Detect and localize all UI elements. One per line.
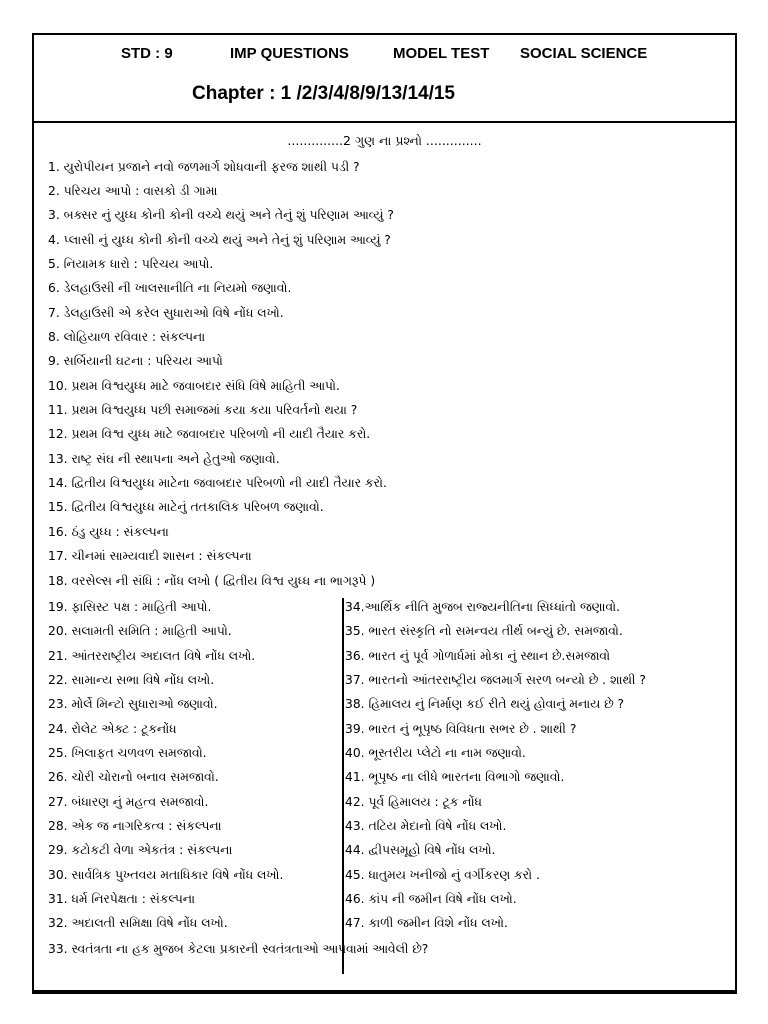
- question-item: 40. ભૂસ્તરીય પ્લેટો ના નામ જણાવો.: [345, 746, 526, 760]
- question-item: 1. યુરોપીયન પ્રજાને નવો જળમાર્ગ શોધવાની ફરજ શાથી પડી ?: [48, 160, 360, 174]
- question-item: 22. સામાન્ય સભા વિષે નોંધ લખો.: [48, 673, 215, 687]
- page-frame: [32, 33, 737, 992]
- question-item: 33. સ્વતંત્રતા ના હક મુજબ કેટલા પ્રકારની સ્વતંત્રતાઓ આપવામાં આવેલી છે?: [48, 942, 429, 956]
- question-item: 45. ધાતુમય ખનીજો નું વર્ગીકરણ કરો .: [345, 868, 540, 882]
- question-item: 30. સાર્વત્રિક પુખ્તવય મતાધિકાર વિષે નોંધ લખો.: [48, 868, 284, 882]
- question-item: 37. ભારતનો આંતરરાષ્ટ્રીય જલમાર્ગ સરળ બન્યો છે . શાથી ?: [345, 673, 646, 687]
- question-item: 10. પ્રથમ વિશ્વયુધ્ધ માટે જવાબદાર સંધિ વિષે માહિતી આપો.: [48, 379, 340, 393]
- chapter-title: Chapter : 1 /2/3/4/8/9/13/14/15: [192, 83, 455, 104]
- question-item: 25. ખિલાફત ચળવળ સમજાવો.: [48, 746, 207, 760]
- question-item: 27. બંધારણ નું મહત્વ સમજાવો.: [48, 795, 209, 809]
- question-item: 42. પૂર્વ હિમાલય : ટૂક નોંધ: [345, 795, 482, 809]
- question-item: 26. ચોરી ચોરાનો બનાવ સમજાવો.: [48, 770, 219, 784]
- question-item: 17. ચીનમાં સામ્યવાદી શાસન : સંકલ્પના: [48, 549, 252, 563]
- question-item: 16. ઠંડુ યુધ્ધ : સંકલ્પના: [48, 525, 169, 539]
- question-item: 46. કાંપ ની જમીન વિષે નોંધ લખો.: [345, 892, 517, 906]
- question-item: 5. નિયામક ધારો : પરિચય આપો.: [48, 257, 214, 271]
- question-item: 44. દ્વીપસમૂહો વિષે નોંધ લખો.: [345, 843, 496, 857]
- question-item: 15. દ્વિતીય વિશ્વયુધ્ધ માટેનું તતકાલિક પરિબળ જણાવો.: [48, 500, 324, 514]
- question-item: 11. પ્રથમ વિશ્વયુધ્ધ પછી સમાજમાં કયા કયા પરિવર્તનો થયા ?: [48, 403, 358, 417]
- question-item: 31. ધર્મ નિરપેક્ષતા : સંકલ્પના: [48, 892, 195, 906]
- question-item: 23. મોર્લે મિન્ટો સુધારાઓ જણાવો.: [48, 697, 218, 711]
- section-title: ..............2 ગુણ ના પ્રશ્નો ..............: [287, 133, 482, 148]
- question-item: 7. ડેલહાઉસી એ કરેલ સુધારાઓ વિષે નોંધ લખો.: [48, 306, 284, 320]
- question-item: 4. પ્લાસી નું યુધ્ધ કોની કોની વચ્ચે થયું અને તેનું શું પરિણામ આવ્યું ?: [48, 233, 391, 247]
- std-label: STD : 9: [121, 45, 173, 62]
- question-item: 38. હિમાલય નું નિર્માણ કઈ રીતે થયું હોવાનું મનાય છે ?: [345, 697, 625, 711]
- question-item: 13. રાષ્ટ્ર સંઘ ની સ્થાપના અને હેતુઓ જણાવો.: [48, 452, 280, 466]
- question-item: 19. ફાસિસ્ટ પક્ષ : માહિતી આપો.: [48, 600, 212, 614]
- question-item: 21. આંતરરાષ્ટ્રીય અદાલત વિષે નોંધ લખો.: [48, 649, 256, 663]
- question-item: 43. તટિય મેદાનો વિષે નોંધ લખો.: [345, 819, 507, 833]
- question-item: 34.આર્થિક નીતિ મુજબ રાજ્યનીતિના સિધ્ધાંતો જણાવો.: [345, 600, 621, 614]
- question-item: 2. પરિચય આપો : વાસકો ડી ગામા: [48, 184, 218, 198]
- question-item: 18. વરસેલ્સ ની સંધિ : નોંધ લખો ( દ્વિતીય વિશ્વ યુધ્ધ ના ભાગરૂપે ): [48, 574, 376, 588]
- model-test-label: MODEL TEST: [393, 45, 490, 62]
- question-item: 24. રોલેટ એક્ટ : ટૂકનોંધ: [48, 722, 177, 736]
- question-item: 20. સલામતી સમિતિ : માહિતી આપો.: [48, 624, 232, 638]
- question-item: 8. લોહિયાળ રવિવાર : સંકલ્પના: [48, 330, 206, 344]
- header-row: [34, 45, 735, 69]
- header: [34, 35, 735, 123]
- question-item: 29. કટોકટી વેળા એકતંત્ર : સંકલ્પના: [48, 843, 233, 857]
- question-item: 36. ભારત નું પૂર્વ ગોળાર્ધમાં મોકા નું સ્થાન છે.સમજાવો: [345, 649, 611, 663]
- imp-questions-label: IMP QUESTIONS: [230, 45, 349, 62]
- question-item: 39. ભારત નું ભૂપૃષ્ઠ વિવિધતા સભર છે . શાથી ?: [345, 722, 577, 736]
- question-item: 9. સર્બિયાની ઘટના : પરિચય આપો: [48, 354, 223, 368]
- question-item: 14. દ્વિતીય વિશ્વયુધ્ધ માટેના જવાબદાર પરિબળો ની યાદી તૈયાર કરો.: [48, 476, 387, 490]
- question-item: 12. પ્રથમ વિશ્વ યુધ્ધ માટે જવાબદાર પરિબળો ની યાદી તૈયાર કરો.: [48, 427, 371, 441]
- question-item: 35. ભારત સંસ્કૃતિ નો સમન્વય તીર્થ બન્યું છે. સમજાવો.: [345, 624, 623, 638]
- question-item: 41. ભૂપૃષ્ઠ ના લીધે ભારતના વિભાગો જણાવો.: [345, 770, 565, 784]
- question-item: 28. એક જ નાગરિકત્વ : સંકલ્પના: [48, 819, 222, 833]
- question-item: 3. બક્સર નું યુધ્ધ કોની કોની વચ્ચે થયું અને તેનું શું પરિણામ આવ્યું ?: [48, 208, 394, 222]
- question-item: 6. ડેલહાઉસી ની ખાલસાનીતિ ના નિયમો જણાવો.: [48, 281, 292, 295]
- bottom-rule: [32, 992, 737, 994]
- question-item: 47. કાળી જમીન વિશે નોંધ લખો.: [345, 916, 508, 930]
- subject-label: SOCIAL SCIENCE: [520, 45, 648, 62]
- question-item: 32. અદાલતી સમિક્ષા વિષે નોંધ લખો.: [48, 916, 228, 930]
- column-divider: [342, 598, 344, 974]
